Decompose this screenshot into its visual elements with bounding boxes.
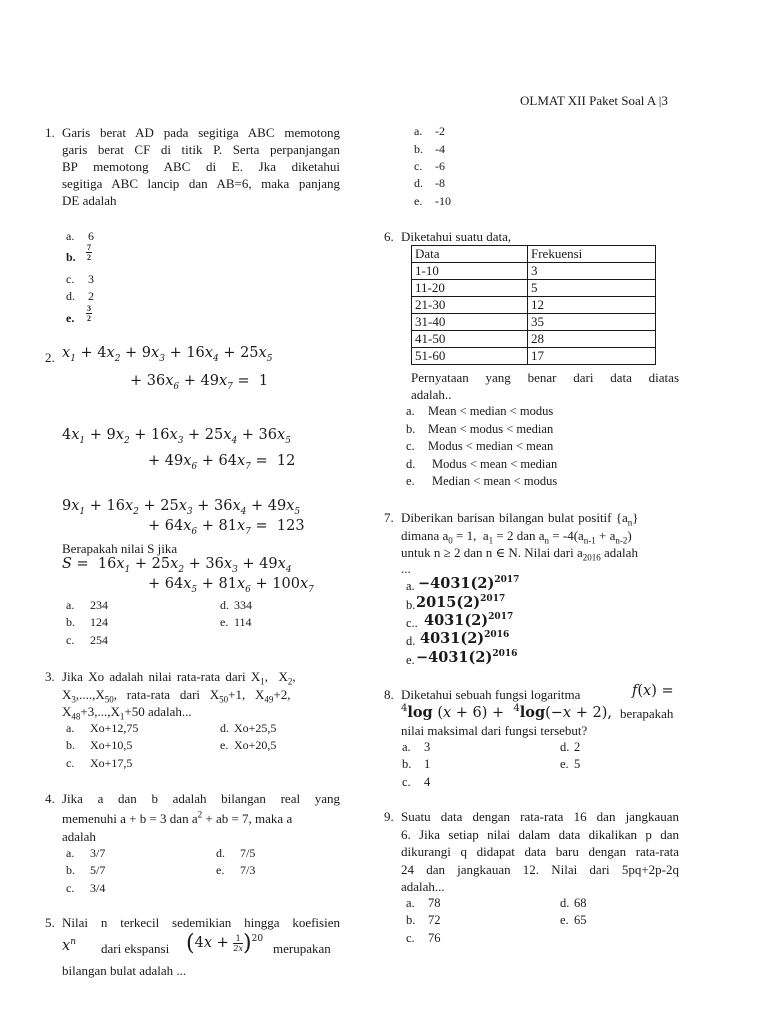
table-cell: 41-50 [412,331,528,348]
option-letter: a. [402,740,411,754]
option-text: 3 [424,740,431,754]
option-text: 3 [88,272,94,286]
option-text: 68 [574,896,587,910]
table-header-cell: Frekuensi [528,246,656,263]
question-number: 5. [45,915,55,930]
table-cell: 21-30 [412,297,528,314]
option-text: 3/7 [90,846,106,860]
option-letter: c. [66,756,75,770]
table-row [412,348,656,365]
option-math: $2015(2)^{2017}$ [416,594,506,611]
option-text: 78 [428,896,441,910]
option-letter: c. [414,159,423,173]
option-text: 3/4 [90,881,106,895]
question-text-line: dari ekspansi [101,941,170,956]
question-text-line: adalah.. [411,387,452,402]
option-text: 114 [234,615,252,629]
table-cell: 11-20 [412,280,528,297]
question-text-line: segitiga ABC lancip dan AB=6, maka panjang [62,176,340,191]
option-text: 65 [574,913,587,927]
equation-1-line-2: + $36x_6 + 49x_7 = 1$ [130,373,269,392]
option-text: 6 [88,229,94,243]
table-row [412,314,656,331]
question-number: 7. [384,510,394,525]
option-letter: e. [216,863,225,877]
math-expansion: (4x + $\frac{1}{2x}$ )$^{20}$ [186,931,264,956]
option-letter: c. [66,272,75,286]
table-header-row [412,246,656,263]
option-letter: b. [66,863,75,877]
table-row [412,297,656,314]
option-text: -2 [435,124,445,138]
data-table [411,245,656,365]
question-text-line: adalah [62,829,96,844]
question-text-line: $X_3,....,X_{50}$, rata-rata dari $X_{50}+1$, $X_{49}+2$, [62,687,291,705]
question-text-line: Nilai n terkecil sedemikian hingga koefisien [62,915,340,930]
question-text-line: BP memotong ABC di E. Jka diketahui [62,159,340,174]
question-text-line: 6. Jika setiap nilai dalam data dikalikan p dan [401,827,679,842]
option-math: $4031(2)^{2016}$ [420,630,510,647]
option-text: -4 [435,142,445,156]
option-letter: e. [220,738,229,752]
option-fraction: $\frac{3}{2}$ [87,304,91,323]
option-fraction: $\frac{7}{2}$ [87,243,91,262]
option-text: Xo+10,5 [90,738,133,752]
question-number: 1. [45,125,55,140]
option-text: 7/3 [240,863,256,877]
question-text-line: Diberikan barisan bilangan bulat positif $\{a_n\}$ [401,510,639,528]
option-letter: d. [406,634,416,648]
option-letter: b. [406,913,416,927]
question-text: Berapakah nilai S jika [62,541,178,556]
table-row [412,280,656,297]
option-text: -6 [435,159,445,173]
equation-s-line-1: $S = 16x_1 + 25x_2 + 36x_3 + 49x_4$ [62,556,292,575]
table-cell: 31-40 [412,314,528,331]
option-text: Modus < median < mean [428,439,554,453]
option-text: 1 [424,757,431,771]
option-text: 2 [88,289,94,303]
question-number: 4. [45,791,55,806]
question-text-line: Jika a dan b adalah bilangan real yang [62,791,340,806]
option-letter: d. [216,846,225,860]
option-letter: a. [66,846,75,860]
table-row [412,331,656,348]
option-letter: a. [66,721,75,735]
question-text-line: bilangan bulat adalah ... [62,963,187,978]
option-text: 76 [428,931,441,945]
question-text-line: dimana $a_0 = 1$, $a_1 = 2$ dan $a_n = -4(a_{n-1} + a_{n-2})$ [401,528,632,546]
question-text-line: adalah... [401,879,445,894]
math-x-power-n: $x^n$ [62,937,76,954]
question-text-line: DE adalah [62,193,117,208]
option-letter: a. [66,598,75,612]
option-text: 5 [574,757,581,771]
question-text-line: Diketahui suatu data, [401,229,512,244]
option-letter: d. [66,289,75,303]
option-letter: a. [406,579,415,593]
option-letter: c. [66,633,75,647]
table-cell: 51-60 [412,348,528,365]
question-text-line: garis berat CF di titik P. Serta perpanjangan [62,142,340,157]
option-text: Xo+20,5 [234,738,277,752]
option-text: Median < mean < modus [432,474,558,488]
equation-3-line-1: $9x_1 + 16x_2 + 25x_3 + 36x_4 + 49x_5$ [62,498,301,517]
option-letter: d. [560,740,570,754]
math-function: f(x) = [632,683,674,699]
option-text: 334 [234,598,252,612]
option-text: Mean < median < modus [428,404,554,418]
option-text: 72 [428,913,441,927]
question-text-line: Pernyataan yang benar dari data diatas [411,370,679,385]
option-text: -8 [435,176,445,190]
option-text: -10 [435,194,451,208]
option-letter: e. [406,653,415,667]
question-text-line: untuk n ≥ 2 dan n ∈ N. Nilai dari $a_{2016}$ adalah [401,545,638,563]
option-text: 124 [90,615,108,629]
option-letter: b. [414,142,423,156]
option-text: 234 [90,598,108,612]
option-letter: a. [406,404,415,418]
equation-s-line-2: + $64x_5 + 81x_6 + 100x_7$ [148,576,314,595]
question-text-line: ... [401,561,411,576]
question-number: 9. [384,809,394,824]
question-text-line: nilai maksimal dari fungsi tersebut? [401,723,588,738]
question-text-line: Garis berat AD pada segitiga ABC memotong [62,125,340,140]
table-row [412,263,656,280]
option-text: 5/7 [90,863,106,877]
equation-1-line-1: $x_1 + 4x_2 + 9x_3 + 16x_4 + 25x_5$ [62,345,273,364]
table-cell: 28 [528,331,656,348]
option-text: 4 [424,775,431,789]
question-text-line: berapakah [620,706,674,721]
option-letter: c. [402,775,411,789]
option-text: Xo+12,75 [90,721,139,735]
option-letter: d. [406,457,416,471]
option-letter: d. [220,598,229,612]
table-cell: 17 [528,348,656,365]
option-letter: e. [66,311,75,325]
table-cell: 5 [528,280,656,297]
question-text-line: 24 dan jangkauan 12. Nilai dari 5pq+2p-2q [401,862,679,877]
option-letter: a. [414,124,423,138]
option-letter: e. [560,757,569,771]
option-letter: e. [220,615,229,629]
option-letter: a. [406,896,415,910]
option-letter: c. [406,439,415,453]
page-header: OLMAT XII Paket Soal A |3 [520,93,668,108]
question-text-line: Diketahui sebuah fungsi logaritma [401,687,581,702]
question-text-line: merupakan [273,941,331,956]
option-letter: d. [220,721,229,735]
option-math: $-4031(2)^{2016}$ [416,649,518,666]
option-letter: e. [414,194,423,208]
equation-2-line-2: + $49x_6 + 64x_7 = 12$ [148,453,296,472]
option-letter: a. [66,229,75,243]
option-letter: b. [66,250,76,264]
option-math: $4031(2)^{2017}$ [424,612,514,629]
option-letter: d. [414,176,423,190]
math-log-expression: $^4$log (x + 6) + $^4$log(−x + 2), [401,703,612,721]
option-text: 254 [90,633,108,647]
option-text: Modus < mean < median [432,457,558,471]
question-text-line: $X_{48}+3,...,X_1+50$ adalah... [62,704,192,722]
table-header-cell: Data [412,246,528,263]
option-text: Mean < modus < median [428,422,554,436]
question-number: 8. [384,687,394,702]
question-text-line: memenuhi a + b = 3 dan $a^2$ + ab = 7, maka a [62,809,293,826]
question-number: 6. [384,229,394,244]
equation-3-line-2: + $64x_6 + 81x_7 = 123$ [148,518,305,537]
option-letter: e. [560,913,569,927]
table-cell: 3 [528,263,656,280]
question-text-line: Jika Xo adalah nilai rata-rata dari $X_1$, $X_2$, [62,669,296,687]
question-number: 2. [45,350,55,365]
option-letter: b. [402,757,412,771]
option-letter: b. [66,615,75,629]
table-cell: 1-10 [412,263,528,280]
option-letter: e. [406,474,415,488]
equation-2-line-1: $4x_1 + 9x_2 + 16x_3 + 25x_4 + 36x_5$ [62,427,291,446]
option-letter: d. [560,896,570,910]
option-letter: c. [406,931,415,945]
option-text: Xo+25,5 [234,721,277,735]
option-letter: b. [406,422,416,436]
option-letter: b. [66,738,75,752]
option-letter: b. [406,598,416,612]
question-text-line: dikurangi q didapat data baru dengan rata-rata [401,844,679,859]
question-number: 3. [45,669,55,684]
option-text: Xo+17,5 [90,756,133,770]
option-text: 7/5 [240,846,256,860]
option-math: $-4031(2)^{2017}$ [418,575,520,592]
option-text: 2 [574,740,581,754]
option-letter: c. [66,881,75,895]
table-cell: 12 [528,297,656,314]
table-cell: 35 [528,314,656,331]
option-letter: c.. [406,616,418,630]
question-text-line: Suatu data dengan rata-rata 16 dan jangkauan [401,809,679,824]
